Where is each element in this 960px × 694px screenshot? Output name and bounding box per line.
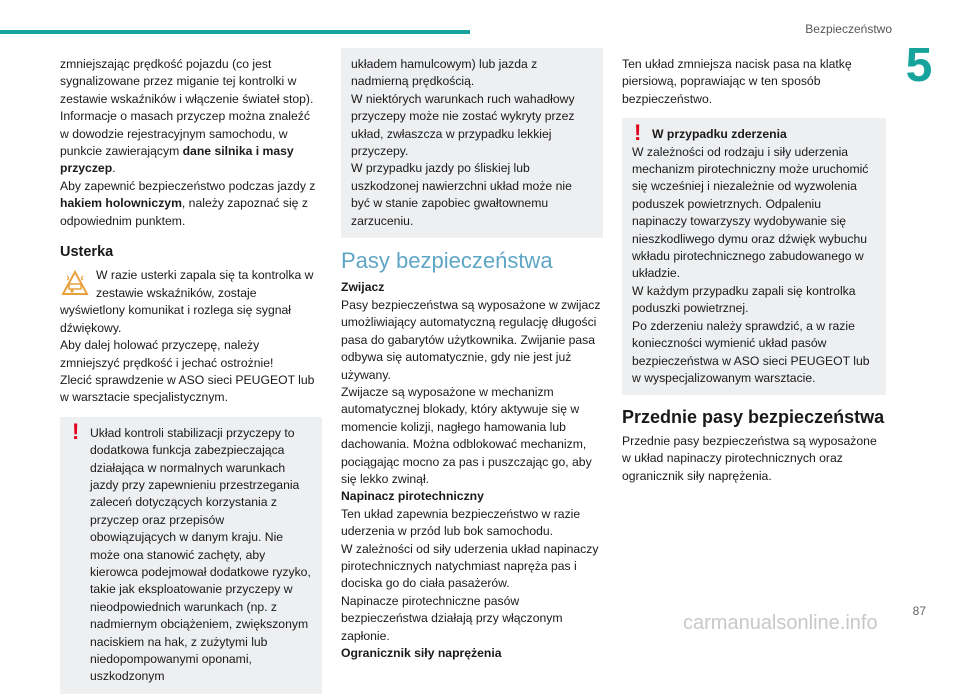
paragraph: Aby dalej holować przyczepę, należy zmniejszyć prędkość i jechać ostrożnie! <box>60 338 274 370</box>
subheading: Napinacz pirotechniczny <box>341 489 484 504</box>
warning-note: ! Układ kontroli stabilizacji przyczepy to dodatkowa funkcja zabezpieczająca działająca w normalnych warunkach jazdy przy zapewnieniu przestrzegania zaleceń dotyczących korzystania z przyczep oraz przepisów obowiązujących w danym kraju. Nie może ona stanowić zachęty, aby kierowca podejmował dodatkowe ryzyko, takie jak eksploatowanie przyczepy w nieodpowiednich warunkach (np. z nadmiernym obciążeniem, zwiększonym naciskiem na hak, z zużytymi lub niedopompowanymi oponami, uszkodzonym <box>60 417 322 694</box>
paragraph: zmniejszając prędkość pojazdu (co jest sygnalizowane przez miganie tej kontrolki w zestawie wskaźników i włączenie świateł stop). Informacje o masach przyczep można znaleźć w dowodzie rejestracyjnym samochodu, w punkcie zawierającym dane silnika i masy przyczep. <box>60 57 314 176</box>
exclamation-icon: ! <box>634 120 642 146</box>
paragraph: Zwijacze są wyposażone w mechanizm automatycznej blokady, który aktywuje się w momencie kolizji, nagłego hamowania lub dachowania. Można odblokować mechanizm, pociągając mocno za pas i puszczając go, aby się lekko zwinął. <box>341 384 592 486</box>
trailer-warning-icon <box>60 269 90 299</box>
paragraph: Przednie pasy bezpieczeństwa są wyposażone w układ napinaczy pirotechnicznych oraz ogranicznik siły naprężenia. <box>622 433 877 483</box>
column-1 <box>60 56 322 694</box>
section-title: Bezpieczeństwo <box>805 22 892 36</box>
paragraph: Ten układ zmniejsza nacisk pasa na klatkę piersiową, poprawiając w ten sposób bezpieczeństwo. <box>622 57 852 106</box>
chapter-number: 5 <box>905 39 933 92</box>
heading-usterka: Usterka <box>60 244 114 261</box>
subheading: Zwijacz <box>341 280 385 295</box>
paragraph: Zlecić sprawdzenie w ASO sieci PEUGEOT lub w warsztacie specjalistycznym. <box>60 372 315 405</box>
paragraph: Pasy bezpieczeństwa są wyposażone w zwijacz umożliwiający automatyczną regulację długości pasa do gabarytów użytkownika. Zwijanie pasa odbywa się automatycznie, gdy nie jest już używany. <box>341 297 601 382</box>
paragraph: W razie usterki zapala się ta kontrolka w zestawie wskaźników, zostaje wyświetlony komunikat i rozlega się sygnał dźwiękowy. <box>60 268 314 335</box>
paragraph: Napinacze pirotechniczne pasów bezpieczeństwa działają przy włączonym zapłonie. <box>341 593 563 643</box>
heading-front-belts: Przednie pasy bezpieczeństwa <box>622 407 885 428</box>
paragraph: Aby zapewnić bezpieczeństwo podczas jazdy z hakiem holowniczym, należy zapoznać się z odpowiednim punktem. <box>60 178 316 228</box>
watermark: carmanualsonline.info <box>683 612 878 634</box>
paragraph: W zależności od siły uderzenia układ napinaczy pirotechnicznych natychmiast napręża pas i dociska go do ciała pasażerów. <box>341 541 599 591</box>
warning-note-collision: ! W przypadku zderzenia W zależności od rodzaju i siły uderzenia mechanizm pirotechniczny może uruchomić się wcześniej i niezależnie od wyzwolenia poduszek powietrznych. Odpaleniu napinaczy towarzyszy wydobywanie się nieszkodliwego dymu oraz dźwięk wybuchu wkładu pirotechnicznego zabudowanego w układzie. W każdym przypadku zapali się kontrolka poduszki powietrznej. Po zderzeniu należy sprawdzić, a w razie konieczności wymienić układ pasów bezpieczeństwa w ASO sieci PEUGEOT lub w wyspecjalizowanym warsztacie. <box>622 118 886 395</box>
header-accent-bar <box>0 30 470 34</box>
warning-note-continued: układem hamulcowym) lub jazda z nadmierną prędkością. W niektórych warunkach ruch wahadłowy przyczepy może nie zostać wykryty przez układ, zwłaszcza w przypadku lekkiej przyczepy. W przypadku jazdy po śliskiej lub uszkodzonej nawierzchni układ może nie być w stanie zapobiec gwałtownemu zarzuceniu. <box>341 48 603 238</box>
heading-seat-belts: Pasy bezpieczeństwa <box>341 248 553 274</box>
column-3 <box>622 56 886 485</box>
subheading: Ogranicznik siły naprężenia <box>341 646 502 660</box>
exclamation-icon: ! <box>72 418 80 444</box>
column-2 <box>341 48 603 662</box>
paragraph: Ten układ zapewnia bezpieczeństwo w razie uderzenia w przód lub bok samochodu. <box>341 506 581 539</box>
page-number: 87 <box>912 604 926 618</box>
